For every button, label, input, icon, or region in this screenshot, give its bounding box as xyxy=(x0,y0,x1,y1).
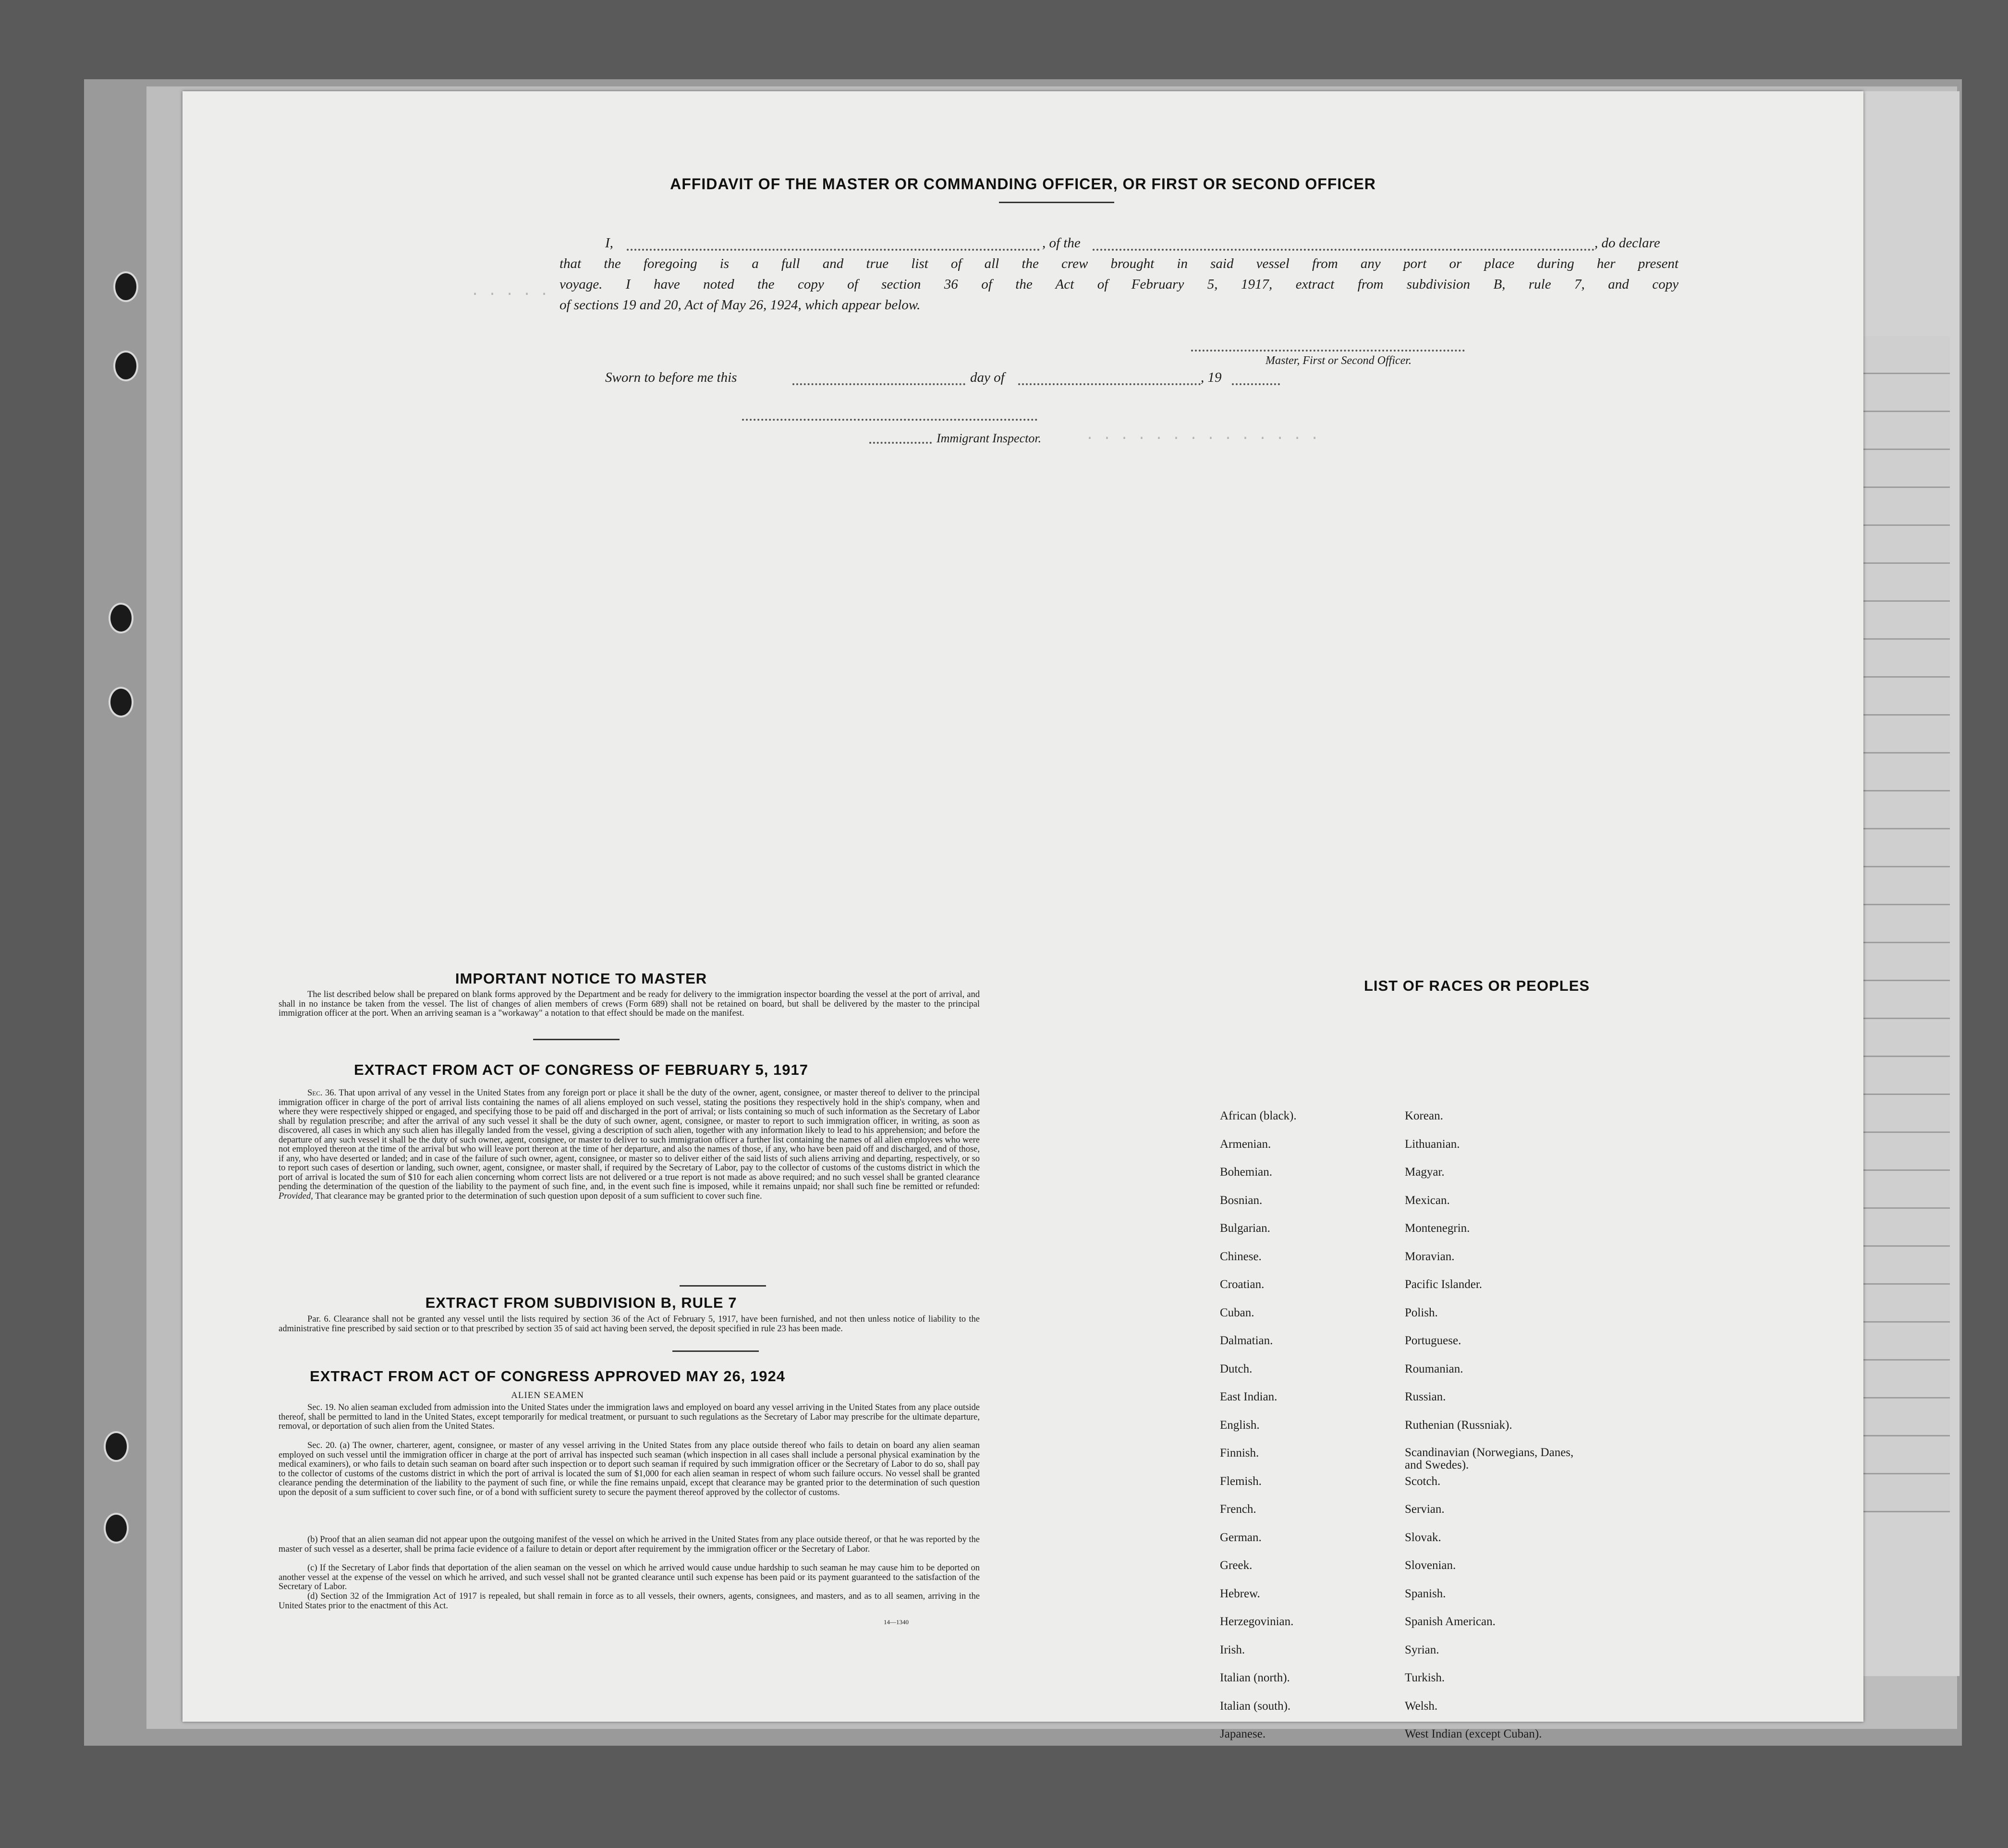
race-item: Italian (north). xyxy=(1220,1671,1290,1684)
race-item: Dutch. xyxy=(1220,1362,1253,1375)
race-item: Finnish. xyxy=(1220,1447,1259,1459)
race-item: Flemish. xyxy=(1220,1474,1262,1488)
extract-1917-title: EXTRACT FROM ACT OF CONGRESS OF FEBRUARY 5, 1917 xyxy=(354,1061,808,1078)
notice-title: IMPORTANT NOTICE TO MASTER xyxy=(455,970,707,987)
race-item: Spanish American. xyxy=(1405,1615,1496,1628)
binder-hole-icon xyxy=(104,1513,129,1544)
proviso-label: Provided, xyxy=(279,1191,313,1201)
sworn-year-field[interactable] xyxy=(1232,383,1280,385)
race-item: Irish. xyxy=(1220,1643,1245,1656)
subdivision-b-title: EXTRACT FROM SUBDIVISION B, RULE 7 xyxy=(425,1294,737,1311)
race-item: Greek. xyxy=(1220,1559,1253,1572)
sworn-day-field[interactable] xyxy=(792,383,965,385)
race-item: Japanese. xyxy=(1220,1727,1266,1740)
race-item: Scotch. xyxy=(1405,1474,1441,1488)
race-item: Montenegrin. xyxy=(1405,1222,1470,1235)
race-item: Servian. xyxy=(1405,1503,1445,1516)
sec36-label: Sec. 36. xyxy=(307,1088,337,1098)
bleed-through: . . . . . xyxy=(471,283,549,300)
section-19-text: Sec. 19. No alien seaman excluded from admission into the United States under the immigration laws and employed on board any vessel arriving in the United States from any place outside thereof, shall be permitted to land in the United States, except temporarily for medical treatment, or pursuant to such regulations as the Secretary of Labor may prescribe for the ultimate departure, removal, or deportation of such alien from the United States. xyxy=(279,1403,980,1431)
affidavit-form-page xyxy=(183,91,1863,1740)
race-item: Bulgarian. xyxy=(1220,1222,1270,1235)
race-item: Italian (south). xyxy=(1220,1699,1291,1713)
race-item: Herzegovinian. xyxy=(1220,1615,1294,1628)
race-item: African (black). xyxy=(1220,1109,1297,1122)
vessel-name-field[interactable] xyxy=(1093,249,1594,251)
master-signature-label: Master, First or Second Officer. xyxy=(1266,354,1412,367)
race-item: Slovak. xyxy=(1405,1531,1441,1544)
race-item: Armenian. xyxy=(1220,1137,1271,1151)
race-item: Dalmatian. xyxy=(1220,1334,1273,1347)
affidavit-line3: voyage. I have noted the copy of section 36 of the Act of February 5, 1917, extract from subdivision B, rule 7, and copy xyxy=(560,277,1679,292)
subdivision-rule xyxy=(672,1350,759,1352)
section-20a-text: Sec. 20. (a) The owner, charterer, agent, consignee, or master of any vessel arriving in the United States from any place outside thereof who fails to detain on board any alien seaman employed on such vessel until the immigration officer in charge at the port of arrival has inspected such seaman (which inspection in all cases shall include a personal physical examination by the medical examiners), or who fails to detain such seaman on board after such inspection or to deport such seaman if required by such immigration officer or the Secretary of Labor to do so, shall pay to the collector of customs of the customs district in which the port of arrival is located the sum of $1,000 for each alien seaman in respect of whom such failure occurs. No vessel shall be granted clearance pending the determination of the liability to the payment of such fine, or while the fine remains unpaid, except that clearance may be granted prior to the determination of such question upon the deposit of a sum sufficient to cover such fine, or of a bond with sufficient surety to secure the payment thereof approved by the collector of customs. xyxy=(279,1441,980,1497)
race-item: Mexican. xyxy=(1405,1193,1450,1207)
race-item: West Indian (except Cuban). xyxy=(1405,1727,1542,1740)
race-item: Moravian. xyxy=(1405,1250,1455,1263)
affidavit-line2: that the foregoing is a full and true list of all the crew brought in said vessel from any port or place during her present xyxy=(560,256,1679,271)
notice-rule xyxy=(533,1039,620,1040)
year-label: , 19 xyxy=(1201,370,1222,385)
race-item: Ruthenian (Russniak). xyxy=(1405,1418,1512,1432)
races-title: LIST OF RACES OR PEOPLES xyxy=(1363,977,1590,994)
affidavit-line4: of sections 19 and 20, Act of May 26, 1924, which appear below. xyxy=(560,297,921,313)
binder-hole-icon xyxy=(109,603,134,633)
inspector-label: Immigrant Inspector. xyxy=(937,431,1042,445)
race-item: Syrian. xyxy=(1405,1643,1439,1656)
affidavit-title: AFFIDAVIT OF THE MASTER OR COMMANDING OFFICER, OR FIRST OR SECOND OFFICER xyxy=(670,175,1376,193)
race-item: Croatian. xyxy=(1220,1278,1265,1291)
race-item: Welsh. xyxy=(1405,1699,1438,1713)
proviso-text: That clearance may be granted prior to the determination of such question upon deposit of a sum sufficient to cover such fine. xyxy=(315,1191,762,1201)
race-item: Korean. xyxy=(1405,1109,1443,1122)
race-item: German. xyxy=(1220,1531,1262,1544)
binder-hole-icon xyxy=(113,271,138,302)
race-item: Pacific Islander. xyxy=(1405,1278,1483,1291)
inspector-signature-field[interactable] xyxy=(742,419,1037,421)
race-item: Polish. xyxy=(1405,1306,1438,1319)
sworn-label: Sworn to before me this xyxy=(605,370,737,385)
race-item: Bohemian. xyxy=(1220,1166,1273,1179)
section-20c-text: (c) If the Secretary of Labor finds that deportation of the alien seaman on the vessel on which he arrived would cause undue hardship to such seaman he may cause him to be deported on another vessel at the expense of the vessel on which he arrived, and such vessel shall not be granted clearance until such expense has been paid or its payment guaranteed to the satisfaction of the Secretary of Labor. xyxy=(279,1563,980,1592)
race-item: Slovenian. xyxy=(1405,1559,1456,1572)
race-item: Chinese. xyxy=(1220,1250,1262,1263)
section-20d-text: (d) Section 32 of the Immigration Act of 1917 is repealed, but shall remain in force as to all vessels, their owners, agents, consignees, and masters, and as to all seamen, arriving in the United States prior to the enactment of this Act. xyxy=(279,1592,980,1611)
race-item: Cuban. xyxy=(1220,1306,1254,1319)
race-item: East Indian. xyxy=(1220,1390,1278,1403)
race-item: Portuguese. xyxy=(1405,1334,1461,1347)
extract-rule xyxy=(680,1285,766,1287)
race-item: Russian. xyxy=(1405,1390,1446,1403)
race-item: Scandinavian (Norwegians, Danes, and Swedes). xyxy=(1405,1446,1574,1471)
race-item: Lithuanian. xyxy=(1405,1137,1460,1151)
section-36-text xyxy=(279,1089,980,1201)
race-item: Roumanian. xyxy=(1405,1362,1463,1375)
sec36-body: That upon arrival of any vessel in the United States from any foreign port or place it shall be the duty of the owner, agent, consignee, or master thereof to deliver to the principal immigration officer in charge of the port of arrival lists containing the names of all aliens employed on such vessel, stating the positions they respectively hold in the ship's company, when and where they were respectively shipped or engaged, and specifying those to be paid off and discharged in the port of arrival; or lists containing so much of such information as the Secretary of Labor shall by regulation prescribe; and after the arrival of any such vessel it shall be the duty of such owner, agent, consignee, or master to report to such immigration officer, in writing, as soon as discovered, all cases in which any such alien has illegally landed from the vessel, giving a description of such alien, together with any information likely to lead to his apprehension; and before the departure of any such vessel it shall be the duty of such owner, agent, consignee, or master to deliver to such immigration officer a further list containing the names of all alien employees who were not employed thereon at the time of the arrival but who will leave port thereon at the time of her departure, and also the names of those, if any, who have been paid off and discharged, and of those, if any, who have deserted or landed; and in case of the failure of such owner, agent, consignee, or master so to deliver either of the said lists of such aliens arriving and departing, respectively, or so to report such cases of desertion or landing, such owner, agent, consignee, or master shall, if required by the Secretary of Labor, pay to the collector of customs of the customs district in which the port of arrival is located the sum of $10 for each alien concerning whom correct lists are not delivered or a true report is not made as above required; and no such vessel shall be granted clearance pending the determination of the question of the liability to the payment of such fine, and, in the event such fine is imposed, while it remains unpaid; nor shall such fine be remitted or refunded: xyxy=(279,1088,980,1191)
affidavit-i-label: I, xyxy=(605,235,613,251)
notice-text: The list described below shall be prepared on blank forms approved by the Department and be ready for delivery to the immigration inspector boarding the vessel at the port of arrival, and shall in no instance be taken from the vessel. The list of changes of alien members of crews (Form 689) shall not be retained on board, but shall be delivered by the master to the principal immigration officer at the port. When an arriving seaman is a "workaway" a notation to that effect should be made on the manifest. xyxy=(279,990,980,1018)
bleed-through: . . . . . . . . . . . . . . xyxy=(1085,427,1319,444)
race-item: Magyar. xyxy=(1405,1166,1445,1179)
title-underline xyxy=(999,202,1114,203)
binder-hole-icon xyxy=(109,687,134,717)
of-the-label: , of the xyxy=(1042,235,1081,251)
extract-1924-title: EXTRACT FROM ACT OF CONGRESS APPROVED MAY 26, 1924 xyxy=(310,1368,785,1385)
do-declare-label: , do declare xyxy=(1594,235,1660,251)
race-item: Turkish. xyxy=(1405,1671,1445,1684)
race-item: English. xyxy=(1220,1418,1260,1432)
form-number: 14—1340 xyxy=(884,1618,909,1626)
sworn-month-field[interactable] xyxy=(1018,383,1201,385)
section-20b-text: (b) Proof that an alien seaman did not appear upon the outgoing manifest of the vessel on which he arrived in the United States from any place outside thereof, or that he was reported by the master of such vessel as a deserter, shall be prima facie evidence of a failure to detain or deport after requirement by the immigration officer or the Secretary of Labor. xyxy=(279,1535,980,1554)
race-item: French. xyxy=(1220,1503,1256,1516)
binder-hole-icon xyxy=(113,351,138,381)
subdivision-b-text: Par. 6. Clearance shall not be granted any vessel until the lists required by section 36 of the Act of February 5, 1917, have been furnished, and not then unless notice of liability to the administrative fine prescribed by said section or to that prescribed by section 35 of said act having been served, the deposit specified in rule 23 has been made. xyxy=(279,1314,980,1334)
race-item: Spanish. xyxy=(1405,1587,1446,1600)
race-item: Hebrew. xyxy=(1220,1587,1260,1600)
binder-hole-icon xyxy=(104,1431,129,1462)
master-name-field[interactable] xyxy=(627,249,1040,251)
alien-seamen-subtitle: ALIEN SEAMEN xyxy=(511,1390,584,1400)
inspector-lead-line xyxy=(869,442,932,444)
day-of-label: day of xyxy=(970,370,1005,385)
race-item: Bosnian. xyxy=(1220,1193,1263,1207)
master-signature-field[interactable] xyxy=(1191,350,1465,352)
